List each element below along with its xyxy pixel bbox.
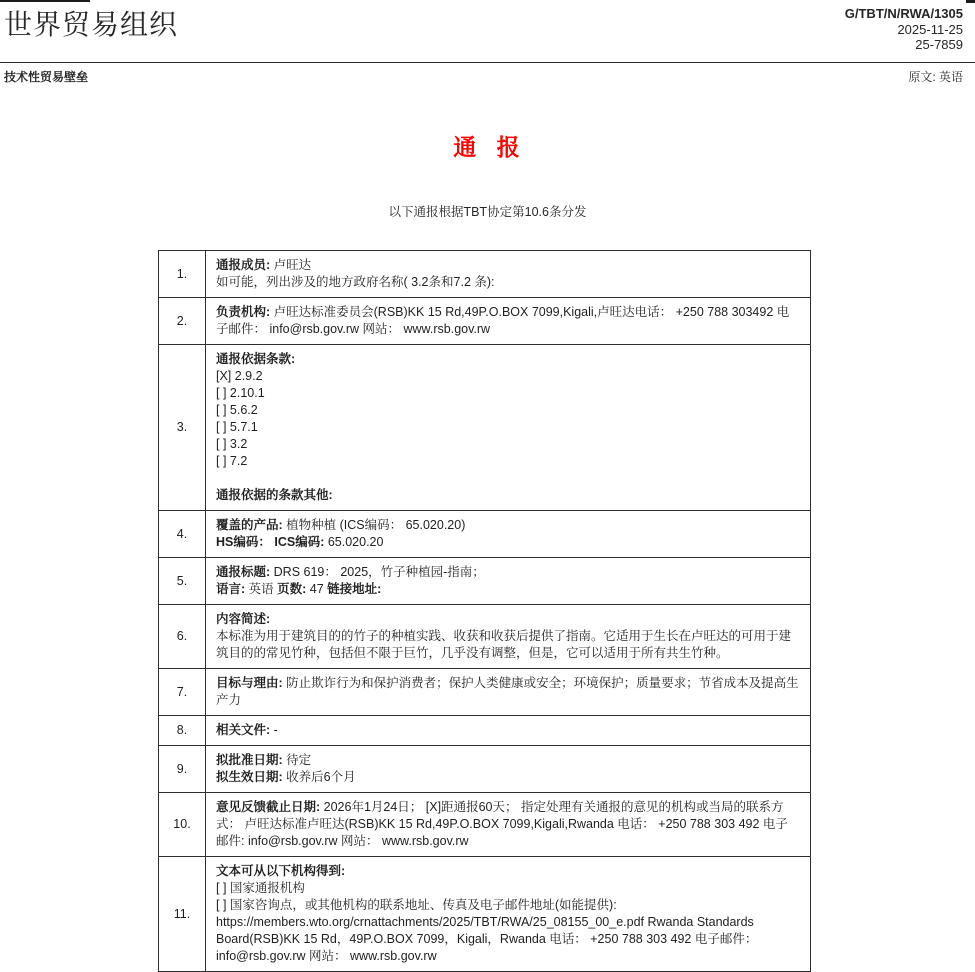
content-line: [ ] 5.6.2 <box>216 403 258 417</box>
content-line: [ ] 5.7.1 <box>216 420 258 434</box>
table-row <box>159 605 811 669</box>
content-line: 相关文件: - <box>216 723 278 737</box>
content-line: [ ] 国家通报机构 <box>216 881 305 895</box>
table-row <box>159 251 811 298</box>
table-row <box>159 511 811 558</box>
row-number: 4. <box>159 511 206 558</box>
content-line: 覆盖的产品: 植物种植 (ICS编码： 65.020.20) <box>216 518 466 532</box>
content-line: [ ] 3.2 <box>216 437 248 451</box>
content-line: 负责机构: 卢旺达标准委员会(RSB)KK 15 Rd,49P.O.BOX 7099,Kigali,卢旺达电话： +250 788 303492 电子邮件： info@rsb.gov.rw 网站： www.rsb.gov.rw <box>216 305 790 336</box>
content-line: 语言: 英语 页数: 47 链接地址: <box>216 582 382 596</box>
doc-number: G/TBT/N/RWA/1305 <box>844 6 963 21</box>
content-line: 意见反馈截止日期: 2026年1月24日； [X]距通报60天； 指定处理有关通报的意见的机构或当局的联系方式： 卢旺达标准卢旺达(RSB)KK 15 Rd,49P.O.BOX 7099,Kigali,Rwanda 电话： +250 788 303 492 电子邮件: info@rsb.gov.rw 网站： www.rsb.gov.rw <box>216 800 788 848</box>
content-line: HS编码： ICS编码: 65.020.20 <box>216 535 384 549</box>
row-number: 5. <box>159 558 206 605</box>
table-row <box>159 558 811 605</box>
content-line: 通报标题: DRS 619： 2025，竹子种植园-指南； <box>216 565 485 579</box>
content-line: [ ] 2.10.1 <box>216 386 265 400</box>
row-content <box>206 298 811 345</box>
org-title: 世界贸易组织 <box>4 9 179 40</box>
table-row <box>159 857 811 972</box>
content-line: [X] 2.9.2 <box>216 369 263 383</box>
content-line: 通报依据条款: <box>216 352 296 366</box>
distribution-note: 以下通报根据TBT协定第10.6条分发 <box>388 205 587 219</box>
content-line: [ ] 7.2 <box>216 454 248 468</box>
table-row <box>159 298 811 345</box>
row-number: 8. <box>159 716 206 746</box>
content-line: 通报依据的条款其他: <box>216 488 333 502</box>
row-content <box>206 605 811 669</box>
document-id-block <box>845 6 963 53</box>
doc-ref-number: 25-7859 <box>915 37 963 52</box>
committee-label: 技术性贸易壁垒 <box>4 70 89 84</box>
content-line: 拟批准日期: 待定 <box>216 753 312 767</box>
content-line: 拟生效日期: 收养后6个月 <box>216 770 356 784</box>
row-number: 11. <box>159 857 206 972</box>
row-content <box>206 558 811 605</box>
content-line: 内容简述: <box>216 612 271 626</box>
row-content <box>206 511 811 558</box>
row-number: 3. <box>159 345 206 511</box>
row-content <box>206 669 811 716</box>
row-content <box>206 251 811 298</box>
content-line: 本标准为用于建筑目的的竹子的种植实践、收获和收获后提供了指南。它适用于生长在卢旺达的可用于建筑目的的常见竹种，包括但不限于巨竹，几乎没有调整，但是，它可以适用于所有共生竹种。 <box>216 629 792 660</box>
row-number: 9. <box>159 746 206 793</box>
header-divider <box>0 62 975 63</box>
notification-table-body <box>159 251 811 972</box>
row-number: 7. <box>159 669 206 716</box>
notification-table <box>158 250 811 972</box>
row-number: 1. <box>159 251 206 298</box>
top-right-border-artifact <box>966 0 975 3</box>
row-content <box>206 345 811 511</box>
content-line: 目标与理由: 防止欺诈行为和保护消费者；保护人类健康或安全；环境保护；质量要求；节省成本及提高生产力 <box>216 676 799 707</box>
row-number: 6. <box>159 605 206 669</box>
content-line: 通报成员: 卢旺达 <box>216 258 312 272</box>
row-content <box>206 793 811 857</box>
row-content <box>206 716 811 746</box>
row-content <box>206 746 811 793</box>
table-row <box>159 345 811 511</box>
top-left-border-artifact <box>0 0 90 2</box>
table-row <box>159 669 811 716</box>
content-line: 如可能，列出涉及的地方政府名称( 3.2条和7.2 条): <box>216 275 495 289</box>
content-line: https://members.wto.org/crnattachments/2025/TBT/RWA/25_08155_00_e.pdf Rwanda Standards Board(RSB)KK 15 Rd，49P.O.BOX 7099，Kigali，Rwanda 电话： +250 788 303 492 电子邮件： info@rsb.gov.rw 网站： www.rsb.gov.rw <box>216 915 758 963</box>
page-title: 通 报 <box>453 134 522 160</box>
table-row <box>159 716 811 746</box>
row-number: 2. <box>159 298 206 345</box>
row-content <box>206 857 811 972</box>
row-number: 10. <box>159 793 206 857</box>
doc-date: 2025-11-25 <box>897 21 963 37</box>
content-line <box>216 470 800 487</box>
content-line: [ ] 国家咨询点，或其他机构的联系地址、传真及电子邮件地址(如能提供): <box>216 898 617 912</box>
original-language-label: 原文: 英语 <box>908 70 963 84</box>
content-line: 文本可从以下机构得到: <box>216 864 346 878</box>
table-row <box>159 793 811 857</box>
table-row <box>159 746 811 793</box>
